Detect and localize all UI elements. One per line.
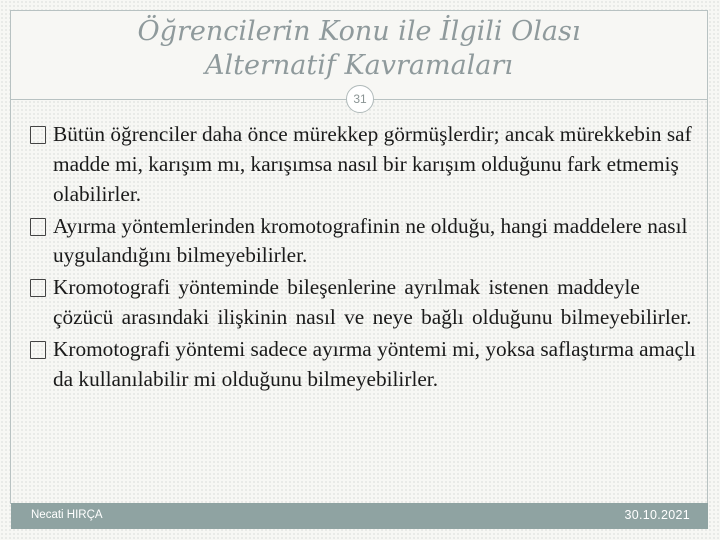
footer-date: 30.10.2021 (624, 508, 690, 522)
slide-title-line2: Alternatif Kavramaları (205, 50, 513, 81)
list-item (30, 273, 700, 333)
slide-title (11, 15, 707, 83)
slide-title-line1: Öğrencilerin Konu ile İlgili Olası (137, 16, 581, 47)
checkbox-bullet-icon (30, 341, 46, 359)
bullet-text: Kromotografi yöntemi sadece ayırma yöntemi mi, yoksa saflaştırma amaçlı da kullanılabilir mi olduğunu bilmeyebilirler. (53, 337, 696, 391)
slide-number-badge: 31 (346, 85, 374, 113)
bullet-text: Ayırma yöntemlerinden kromotografinin ne olduğu, hangi maddelere nasıl uygulandığını bilmeyebilirler. (53, 213, 688, 268)
bullet-text: Kromotografi yönteminde bileşenlerine ayrılmak istenen maddeyle çözücü arasındaki ilişkinin nasıl ve neye bağlı olduğunu bilmeyebilirler. (53, 275, 692, 330)
bullet-list (30, 120, 700, 397)
list-item (30, 120, 700, 209)
list-item (30, 212, 700, 272)
list-item (30, 335, 700, 395)
checkbox-bullet-icon (30, 279, 46, 297)
checkbox-bullet-icon (30, 218, 46, 236)
bullet-text: Bütün öğrenciler daha önce mürekkep görmüşlerdir; ancak mürekkebin saf madde mi, karışım mı, karışımsa nasıl bir karışım olduğunu fark etmemiş olabilirler. (53, 122, 692, 206)
checkbox-bullet-icon (30, 126, 46, 144)
footer-author: Necati HIRÇA (31, 509, 103, 521)
footer-bar (11, 503, 708, 529)
